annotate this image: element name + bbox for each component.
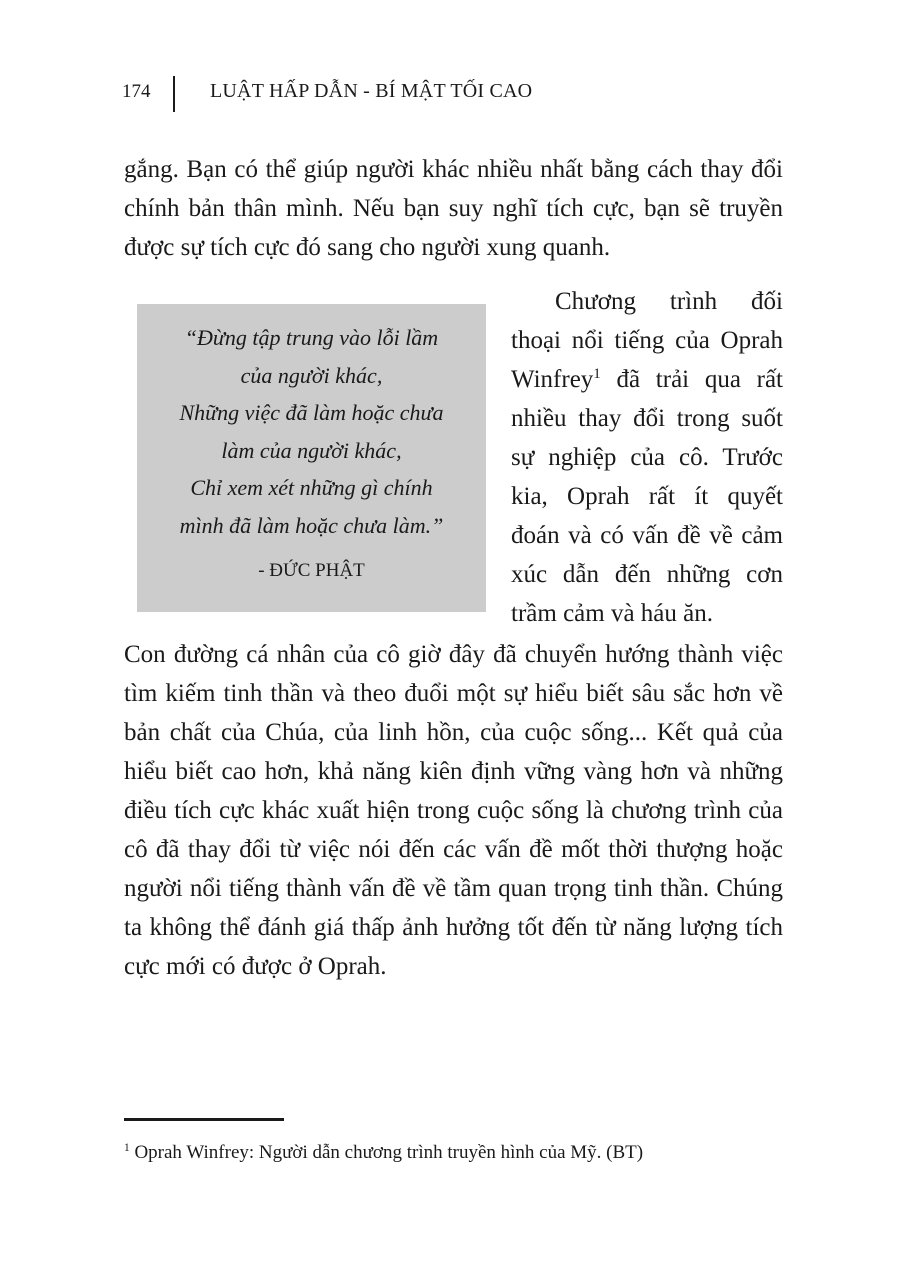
paragraph-column-text-1: Chương trình đối thoại nổi tiếng của Oprah Winfrey: [511, 288, 783, 393]
quote-box: [137, 304, 486, 612]
paragraph-bottom: Con đường cá nhân của cô giờ đây đã chuyển hướng thành việc tìm kiếm tinh thần và theo đuổi một sự hiểu biết sâu sắc hơn về bản chất của Chúa, của linh hồn, của cuộc sống... Kết quả của hiểu biết cao hơn, khả năng kiên định vững vàng hơn và những điều tích cực khác xuất hiện trong cuộc sống là chương trình của cô đã thay đổi từ việc nói đến các vấn đề mốt thời thượng hoặc người nổi tiếng thành vấn đề về tầm quan trọng tinh thần. Chúng ta không thể đánh giá thấp ảnh hưởng tốt đến từ năng lượng tích cực mới có được ở Oprah.: [124, 641, 783, 980]
page-number: 174: [122, 81, 151, 102]
running-title: LUẬT HẤP DẪN - BÍ MẬT TỐI CAO: [210, 80, 533, 102]
footnote-reference[interactable]: 1: [593, 366, 601, 382]
quote-line: “Đừng tập trung vào lỗi lầm: [184, 325, 439, 350]
footnote-divider: [124, 1118, 284, 1121]
quote-line: mình đã làm hoặc chưa làm.”: [179, 512, 444, 538]
quote-author: - ĐỨC PHẬT: [258, 560, 365, 581]
paragraph-column: [511, 282, 783, 633]
quote-text: [137, 319, 486, 544]
quote-line: của người khác,: [240, 362, 383, 388]
footnote-text: Oprah Winfrey: Người dẫn chương trình truyền hình của Mỹ. (BT): [129, 1142, 644, 1163]
quote-line: làm của người khác,: [221, 437, 402, 463]
footnote: [124, 1140, 643, 1166]
quote-line: Những việc đã làm hoặc chưa: [179, 400, 444, 425]
quote-line: Chỉ xem xét những gì chính: [190, 475, 433, 500]
header-divider: [173, 76, 175, 112]
footnote-marker: 1: [124, 1142, 130, 1155]
paragraph-column-text-2: đã trải qua rất nhiều thay đổi trong suốt sự nghiệp của cô. Trước kia, Oprah rất ít quyết đoán và có vấn đề về cảm xúc dẫn đến những cơn trầm cảm và háu ăn.: [511, 366, 783, 627]
paragraph-top: gắng. Bạn có thể giúp người khác nhiều nhất bằng cách thay đổi chính bản thân mình. Nếu bạn suy nghĩ tích cực, bạn sẽ truyền được sự tích cực đó sang cho người xung quanh.: [124, 156, 783, 261]
